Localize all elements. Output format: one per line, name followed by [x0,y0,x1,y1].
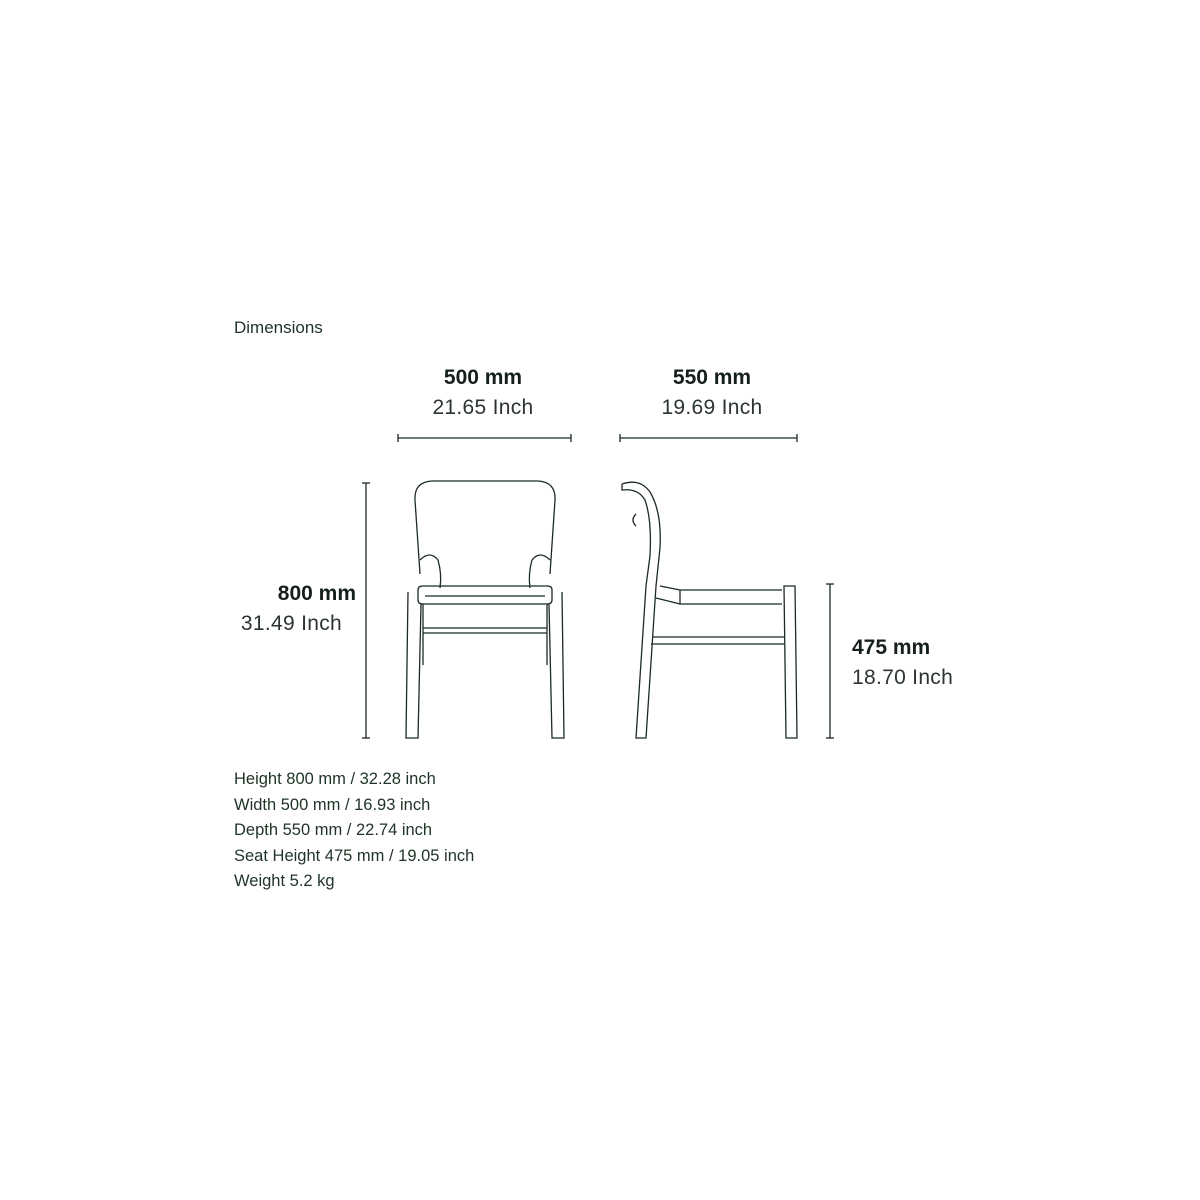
seat-height-mm: 475 mm [852,636,931,659]
overall-height-inch: 31.49 Inch [240,612,342,635]
specifications-list [234,767,474,895]
seat-height-dimension-line [826,584,834,738]
spec-width: Width 500 mm / 16.93 inch [234,795,431,814]
seat-height-inch: 18.70 Inch [852,666,954,689]
chair-front-view [406,481,564,738]
chair-side-view [622,482,797,738]
front-width-inch: 21.65 Inch [432,396,534,419]
height-dimension-line [362,483,370,738]
spec-seat-height: Seat Height 475 mm / 19.05 inch [234,846,475,865]
section-title: Dimensions [234,318,323,337]
side-depth-inch: 19.69 Inch [661,396,763,419]
side-depth-mm: 550 mm [672,366,752,389]
front-width-mm: 500 mm [443,366,523,389]
width-dimension-line [398,434,571,442]
depth-dimension-line [620,434,797,442]
spec-height: Height 800 mm / 32.28 inch [234,770,436,788]
spec-weight: Weight 5.2 kg [234,872,335,890]
spec-depth: Depth 550 mm / 22.74 inch [234,821,433,839]
overall-height-mm: 800 mm [277,582,356,605]
